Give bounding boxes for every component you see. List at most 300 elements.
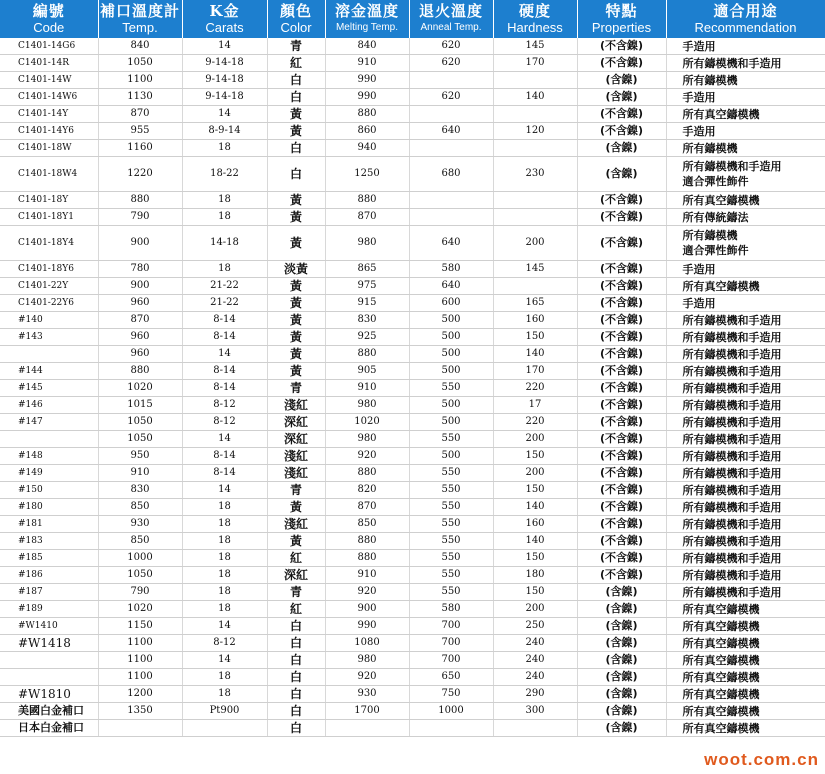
header-properties: 特點 Properties (577, 0, 666, 38)
cell-recommendation (666, 329, 825, 346)
table-row (0, 261, 825, 278)
cell-color: 淺紅 (267, 516, 325, 533)
cell-anneal-temp (409, 192, 493, 209)
recommendation-line: 所有真空鑄模機 (682, 636, 760, 650)
recommendation-line: 所有鑄模機和手造用 (682, 534, 782, 548)
cell-temp: 870 (98, 312, 182, 329)
cell-color: 黃 (267, 192, 325, 209)
cell-hardness: 17 (493, 397, 577, 414)
cell-color: 紅 (267, 550, 325, 567)
cell-code (0, 652, 98, 669)
cell-color: 黃 (267, 499, 325, 516)
cell-properties: (含鎳) (577, 703, 666, 720)
cell-anneal-temp: 550 (409, 584, 493, 601)
cell-properties: (含鎳) (577, 584, 666, 601)
cell-temp: 1200 (98, 686, 182, 703)
cell-hardness: 180 (493, 567, 577, 584)
cell-anneal-temp: 550 (409, 550, 493, 567)
cell-code: #187 (0, 584, 98, 601)
cell-recommendation (666, 516, 825, 533)
recommendation-line: 所有鑄模機和手造用 (682, 415, 782, 429)
cell-temp: 1100 (98, 72, 182, 89)
cell-carats: 21-22 (182, 295, 267, 312)
table-row (0, 601, 825, 618)
cell-color: 白 (267, 720, 325, 737)
cell-color: 黃 (267, 278, 325, 295)
cell-recommendation (666, 209, 825, 226)
table-row (0, 618, 825, 635)
cell-color: 黃 (267, 295, 325, 312)
table-row (0, 686, 825, 703)
table-row (0, 123, 825, 140)
cell-recommendation (666, 140, 825, 157)
recommendation-line: 所有鑄模機和手造用 (682, 381, 782, 395)
cell-melting-temp: 820 (325, 482, 409, 499)
cell-carats: 14-18 (182, 226, 267, 261)
cell-temp: 1050 (98, 414, 182, 431)
table-row (0, 584, 825, 601)
cell-anneal-temp (409, 106, 493, 123)
cell-color: 黃 (267, 106, 325, 123)
cell-recommendation (666, 431, 825, 448)
cell-anneal-temp: 600 (409, 295, 493, 312)
recommendation-line: 所有鑄模機和手造用 (682, 568, 782, 582)
cell-carats: 9-14-18 (182, 55, 267, 72)
cell-color: 深紅 (267, 567, 325, 584)
cell-color: 黃 (267, 363, 325, 380)
cell-color: 白 (267, 703, 325, 720)
cell-hardness: 120 (493, 123, 577, 140)
cell-recommendation (666, 550, 825, 567)
cell-recommendation (666, 652, 825, 669)
cell-temp: 870 (98, 106, 182, 123)
cell-melting-temp: 880 (325, 106, 409, 123)
cell-recommendation (666, 669, 825, 686)
cell-melting-temp: 1700 (325, 703, 409, 720)
cell-code: C1401-14G6 (0, 38, 98, 55)
cell-melting-temp: 880 (325, 192, 409, 209)
cell-melting-temp: 865 (325, 261, 409, 278)
cell-code: 美國白金補口 (0, 703, 98, 720)
cell-recommendation (666, 601, 825, 618)
cell-carats: 14 (182, 106, 267, 123)
cell-properties: (不含鎳) (577, 209, 666, 226)
table-row (0, 38, 825, 55)
cell-temp: 1050 (98, 55, 182, 72)
cell-anneal-temp: 500 (409, 346, 493, 363)
recommendation-line: 所有鑄模機和手造用 (682, 160, 782, 173)
cell-properties: (不含鎳) (577, 414, 666, 431)
cell-code: #147 (0, 414, 98, 431)
table-row (0, 397, 825, 414)
site-watermark: woot.com.cn (704, 750, 819, 769)
cell-color: 青 (267, 482, 325, 499)
table-row (0, 329, 825, 346)
cell-color: 黃 (267, 209, 325, 226)
table-row (0, 226, 825, 261)
cell-anneal-temp: 550 (409, 567, 493, 584)
cell-color: 黃 (267, 346, 325, 363)
recommendation-line: 所有真空鑄模機 (682, 619, 760, 633)
cell-melting-temp: 880 (325, 550, 409, 567)
recommendation-line: 手造用 (682, 39, 716, 53)
cell-code: #185 (0, 550, 98, 567)
header-row (0, 0, 825, 38)
cell-anneal-temp: 500 (409, 329, 493, 346)
cell-hardness: 150 (493, 584, 577, 601)
cell-temp: 850 (98, 533, 182, 550)
cell-melting-temp: 910 (325, 380, 409, 397)
cell-carats: 8-12 (182, 635, 267, 652)
cell-melting-temp: 900 (325, 601, 409, 618)
cell-recommendation (666, 380, 825, 397)
cell-recommendation (666, 465, 825, 482)
table-row (0, 499, 825, 516)
header-temp: 補口溫度計 Temp. (98, 0, 182, 38)
cell-recommendation (666, 192, 825, 209)
cell-hardness: 150 (493, 329, 577, 346)
cell-temp: 955 (98, 123, 182, 140)
cell-hardness: 170 (493, 363, 577, 380)
table-row (0, 192, 825, 209)
cell-recommendation (666, 567, 825, 584)
cell-properties: (不含鎳) (577, 482, 666, 499)
cell-melting-temp: 905 (325, 363, 409, 380)
cell-temp (98, 720, 182, 737)
cell-hardness: 250 (493, 618, 577, 635)
cell-carats: 18 (182, 584, 267, 601)
cell-carats: 8-12 (182, 414, 267, 431)
table-row (0, 652, 825, 669)
cell-melting-temp: 980 (325, 652, 409, 669)
cell-properties: (不含鎳) (577, 363, 666, 380)
table-row (0, 448, 825, 465)
cell-recommendation (666, 499, 825, 516)
cell-color: 黃 (267, 312, 325, 329)
cell-carats: 14 (182, 38, 267, 55)
cell-recommendation (666, 363, 825, 380)
recommendation-line: 所有傳統鑄法 (682, 210, 749, 224)
cell-melting-temp: 940 (325, 140, 409, 157)
cell-anneal-temp: 500 (409, 414, 493, 431)
cell-anneal-temp: 640 (409, 278, 493, 295)
table-row (0, 482, 825, 499)
recommendation-line: 所有真空鑄模機 (682, 107, 760, 121)
cell-carats: 18 (182, 601, 267, 618)
cell-melting-temp: 1250 (325, 157, 409, 192)
cell-carats: 14 (182, 652, 267, 669)
cell-code: #W1410 (0, 618, 98, 635)
cell-code (0, 346, 98, 363)
cell-properties: (含鎳) (577, 72, 666, 89)
cell-properties: (含鎳) (577, 601, 666, 618)
cell-carats: 18 (182, 261, 267, 278)
cell-anneal-temp: 680 (409, 157, 493, 192)
cell-temp: 1015 (98, 397, 182, 414)
cell-temp: 1100 (98, 635, 182, 652)
cell-melting-temp: 910 (325, 567, 409, 584)
cell-properties: (不含鎳) (577, 465, 666, 482)
cell-anneal-temp: 550 (409, 465, 493, 482)
cell-carats: 8-14 (182, 363, 267, 380)
cell-color: 黃 (267, 123, 325, 140)
cell-recommendation (666, 312, 825, 329)
recommendation-line: 手造用 (682, 296, 716, 310)
cell-properties: (不含鎳) (577, 38, 666, 55)
cell-hardness: 140 (493, 499, 577, 516)
cell-code: #143 (0, 329, 98, 346)
cell-carats (182, 720, 267, 737)
cell-code: #149 (0, 465, 98, 482)
cell-hardness: 140 (493, 346, 577, 363)
cell-color: 青 (267, 380, 325, 397)
table-row (0, 209, 825, 226)
cell-recommendation (666, 278, 825, 295)
cell-color: 淺紅 (267, 397, 325, 414)
cell-properties: (含鎳) (577, 157, 666, 192)
cell-melting-temp: 990 (325, 89, 409, 106)
header-carats: K金 Carats (182, 0, 267, 38)
table-row (0, 55, 825, 72)
cell-code (0, 669, 98, 686)
cell-carats: 14 (182, 346, 267, 363)
recommendation-line: 所有鑄模機和手造用 (682, 585, 782, 599)
cell-hardness: 300 (493, 703, 577, 720)
cell-temp: 960 (98, 295, 182, 312)
table-row (0, 720, 825, 737)
cell-melting-temp: 990 (325, 72, 409, 89)
cell-hardness: 170 (493, 55, 577, 72)
cell-code: #146 (0, 397, 98, 414)
cell-properties: (不含鎳) (577, 55, 666, 72)
cell-color: 淺紅 (267, 465, 325, 482)
cell-code: C1401-14W6 (0, 89, 98, 106)
table-row (0, 157, 825, 192)
cell-temp: 1350 (98, 703, 182, 720)
cell-hardness (493, 278, 577, 295)
cell-properties: (不含鎳) (577, 533, 666, 550)
cell-properties: (不含鎳) (577, 278, 666, 295)
cell-anneal-temp: 700 (409, 652, 493, 669)
cell-recommendation (666, 295, 825, 312)
cell-carats: Pt900 (182, 703, 267, 720)
cell-carats: 18-22 (182, 157, 267, 192)
cell-anneal-temp: 550 (409, 499, 493, 516)
recommendation-line: 所有鑄模機和手造用 (682, 56, 782, 70)
cell-temp: 960 (98, 329, 182, 346)
cell-properties: (不含鎳) (577, 567, 666, 584)
cell-hardness: 220 (493, 414, 577, 431)
cell-code: #186 (0, 567, 98, 584)
table-row (0, 533, 825, 550)
cell-recommendation (666, 584, 825, 601)
cell-anneal-temp: 580 (409, 261, 493, 278)
cell-code: #180 (0, 499, 98, 516)
cell-properties: (不含鎳) (577, 499, 666, 516)
recommendation-line: 所有真空鑄模機 (682, 721, 760, 735)
cell-color: 青 (267, 584, 325, 601)
cell-anneal-temp: 640 (409, 123, 493, 140)
cell-temp: 1220 (98, 157, 182, 192)
cell-anneal-temp: 750 (409, 686, 493, 703)
cell-anneal-temp: 1000 (409, 703, 493, 720)
cell-temp: 930 (98, 516, 182, 533)
cell-melting-temp: 880 (325, 465, 409, 482)
cell-carats: 18 (182, 669, 267, 686)
cell-properties: (不含鎳) (577, 123, 666, 140)
table-row (0, 465, 825, 482)
cell-properties: (含鎳) (577, 140, 666, 157)
cell-anneal-temp: 550 (409, 380, 493, 397)
cell-melting-temp: 860 (325, 123, 409, 140)
cell-carats: 8-9-14 (182, 123, 267, 140)
table-row (0, 106, 825, 123)
recommendation-line: 所有真空鑄模機 (682, 687, 760, 701)
recommendation-line-2: 適合彈性飾件 (682, 175, 749, 188)
cell-color: 白 (267, 72, 325, 89)
cell-anneal-temp: 550 (409, 482, 493, 499)
cell-temp: 830 (98, 482, 182, 499)
cell-carats: 8-12 (182, 397, 267, 414)
cell-properties: (含鎳) (577, 669, 666, 686)
table-row (0, 346, 825, 363)
cell-properties: (不含鎳) (577, 312, 666, 329)
cell-hardness: 230 (493, 157, 577, 192)
cell-anneal-temp: 550 (409, 431, 493, 448)
cell-recommendation (666, 261, 825, 278)
cell-anneal-temp: 580 (409, 601, 493, 618)
cell-code: #145 (0, 380, 98, 397)
cell-temp: 1100 (98, 652, 182, 669)
cell-properties: (不含鎳) (577, 106, 666, 123)
cell-hardness (493, 140, 577, 157)
cell-code: #189 (0, 601, 98, 618)
cell-code: #W1810 (0, 686, 98, 703)
cell-melting-temp: 980 (325, 226, 409, 261)
cell-hardness: 200 (493, 601, 577, 618)
recommendation-line: 所有真空鑄模機 (682, 279, 760, 293)
cell-color: 青 (267, 38, 325, 55)
recommendation-line: 所有鑄模機和手造用 (682, 364, 782, 378)
cell-carats: 18 (182, 686, 267, 703)
cell-code: C1401-18Y1 (0, 209, 98, 226)
cell-melting-temp: 850 (325, 516, 409, 533)
cell-temp: 1020 (98, 601, 182, 618)
cell-carats: 21-22 (182, 278, 267, 295)
recommendation-line: 所有鑄模機和手造用 (682, 347, 782, 361)
cell-melting-temp: 1080 (325, 635, 409, 652)
cell-color: 白 (267, 635, 325, 652)
cell-code: #W1418 (0, 635, 98, 652)
cell-code: #148 (0, 448, 98, 465)
recommendation-line: 所有鑄模機 (682, 141, 738, 155)
cell-melting-temp: 975 (325, 278, 409, 295)
cell-color: 白 (267, 652, 325, 669)
cell-anneal-temp: 500 (409, 448, 493, 465)
cell-recommendation (666, 414, 825, 431)
cell-color: 白 (267, 89, 325, 106)
recommendation-line: 所有真空鑄模機 (682, 193, 760, 207)
cell-anneal-temp: 500 (409, 312, 493, 329)
cell-color: 黃 (267, 329, 325, 346)
cell-carats: 14 (182, 482, 267, 499)
cell-hardness: 290 (493, 686, 577, 703)
cell-code: #183 (0, 533, 98, 550)
cell-properties: (含鎳) (577, 652, 666, 669)
cell-color: 紅 (267, 601, 325, 618)
cell-temp: 1130 (98, 89, 182, 106)
cell-anneal-temp: 700 (409, 635, 493, 652)
cell-anneal-temp: 550 (409, 533, 493, 550)
cell-hardness (493, 106, 577, 123)
table-row (0, 431, 825, 448)
cell-color: 白 (267, 140, 325, 157)
cell-properties: (不含鎳) (577, 329, 666, 346)
cell-code: #144 (0, 363, 98, 380)
recommendation-line: 所有鑄模機和手造用 (682, 313, 782, 327)
cell-carats: 18 (182, 209, 267, 226)
cell-hardness (493, 720, 577, 737)
recommendation-line: 所有真空鑄模機 (682, 653, 760, 667)
cell-recommendation (666, 618, 825, 635)
cell-anneal-temp: 620 (409, 38, 493, 55)
header-melting-temp: 溶金溫度 Melting Temp. (325, 0, 409, 38)
cell-color: 黃 (267, 226, 325, 261)
cell-carats: 18 (182, 499, 267, 516)
cell-recommendation (666, 106, 825, 123)
cell-temp: 790 (98, 209, 182, 226)
cell-code: C1401-14R (0, 55, 98, 72)
cell-code: C1401-18W4 (0, 157, 98, 192)
cell-hardness: 220 (493, 380, 577, 397)
cell-hardness: 240 (493, 652, 577, 669)
recommendation-line: 所有鑄模機和手造用 (682, 398, 782, 412)
table-row (0, 635, 825, 652)
cell-recommendation (666, 482, 825, 499)
cell-carats: 18 (182, 516, 267, 533)
table-row (0, 295, 825, 312)
table-row (0, 703, 825, 720)
cell-code: C1401-18Y (0, 192, 98, 209)
cell-temp: 1160 (98, 140, 182, 157)
cell-carats: 18 (182, 533, 267, 550)
cell-carats: 9-14-18 (182, 89, 267, 106)
cell-temp: 1000 (98, 550, 182, 567)
cell-properties: (不含鎳) (577, 380, 666, 397)
cell-melting-temp: 1020 (325, 414, 409, 431)
cell-recommendation (666, 703, 825, 720)
cell-melting-temp: 980 (325, 397, 409, 414)
cell-color: 白 (267, 157, 325, 192)
recommendation-line: 所有真空鑄模機 (682, 704, 760, 718)
cell-melting-temp: 925 (325, 329, 409, 346)
cell-anneal-temp: 620 (409, 89, 493, 106)
cell-melting-temp (325, 720, 409, 737)
table-row (0, 414, 825, 431)
cell-carats: 9-14-18 (182, 72, 267, 89)
cell-code: #150 (0, 482, 98, 499)
cell-temp: 900 (98, 226, 182, 261)
cell-color: 淺紅 (267, 448, 325, 465)
cell-melting-temp: 870 (325, 499, 409, 516)
cell-properties: (含鎳) (577, 686, 666, 703)
recommendation-line: 手造用 (682, 262, 716, 276)
cell-melting-temp: 910 (325, 55, 409, 72)
cell-melting-temp: 915 (325, 295, 409, 312)
cell-carats: 8-14 (182, 465, 267, 482)
cell-properties: (含鎳) (577, 720, 666, 737)
cell-code: C1401-18Y4 (0, 226, 98, 261)
